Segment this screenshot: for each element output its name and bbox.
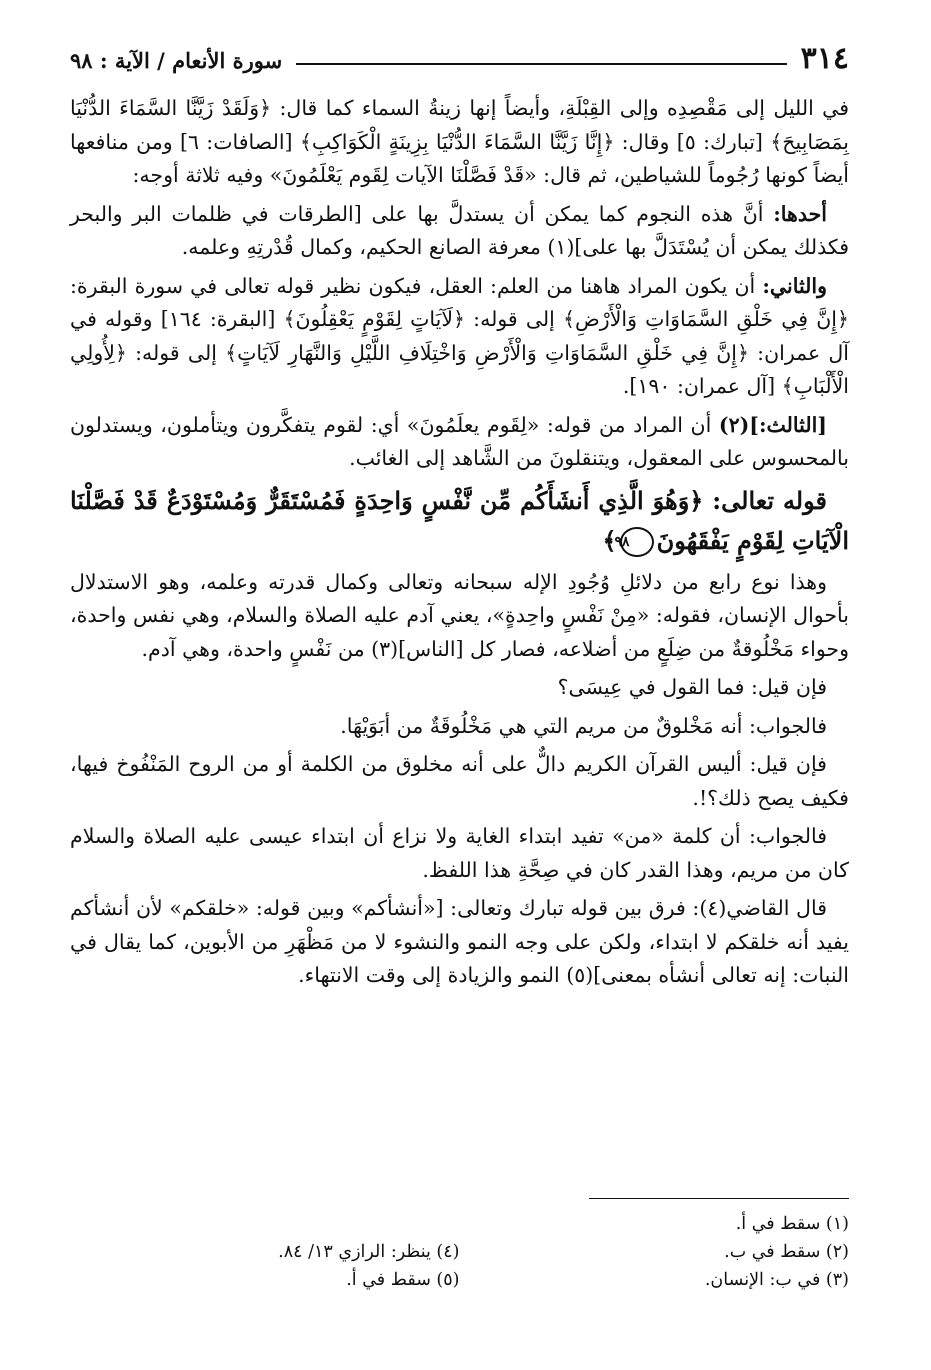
footnote: (٢) سقط في ب. [724,1242,849,1262]
verse-text: ﴿وَهُوَ الَّذِي أَنشَأَكُم مِّن نَّفْسٍ وَاحِدَةٍ فَمُسْتَقَرٌّ وَمُسْتَوْدَعٌ قَدْ فَصَّلْنَا الْآيَاتِ لِقَوْمٍ يَفْقَهُونَ [70,485,849,555]
page-header [70,34,849,74]
paragraph-text: أن المراد من قوله: «لِقَوم يعلَمُونَ» أي: لقوم يتفكَّرون ويتأملون، ويستدلون بالمحسوس على المعقول، ويتنقلونَ من الشَّاهد إلى الغائب. [70,412,849,470]
body-text [70,92,849,993]
header-rule [296,63,786,65]
footnote: (٥) سقط في أ. [346,1270,460,1290]
verse-close: ﴾ [602,525,617,555]
surah-label: سورة الأنعام / الآية : ٩٨ [70,48,283,73]
footnotes [70,1210,849,1294]
paragraph-label: أحدها: [773,201,827,226]
paragraph-text: أنَّ هذه النجوم كما يمكن أن يستدلَّ بها على [الطرقات في ظلمات البر والبحر فكذلك يمكن أن يُسْتَدَلَّ بها على](١) معرفة الصانع الحكيم، وكمال قُدْرتِهِ وعلمه. [70,201,849,259]
paragraph [70,409,849,476]
footnote-separator [589,1198,849,1199]
page-number: ٣١٤ [800,41,849,76]
paragraph: وهذا نوع رابع من دلائلِ وُجُودِ الإله سبحانه وتعالى وكمال قدرته وعلمه، وهو الاستدلال بأحوال الإنسان، فقوله: «مِنْ نَفْسٍ واحِدةٍ»، يعني آدم عليه الصلاة والسلام، وهي نفس واحدة، وحواء مَخْلُوقةٌ من ضِلَعٍ من أضلاعه، فصار كل [الناس](٣) من نَفْسٍ واحدة، وهي آدم. [70,569,849,661]
paragraph: في الليل إلى مَقْصِدِه وإلى القِبْلَةِ، وأيضاً إنها زينةُ السماء كما قال: ﴿وَلَقَدْ زَيَّنَّا السَّمَاءَ الدُّنْيَا بِمَصَابِيحَ﴾ [تبارك: ٥] وقال: ﴿إِنَّا زَيَّنَّا السَّمَاءَ الدُّنْيَا بِزِينَةٍ الْكَوَاكِبِ﴾ [الصافات: ٦] ومن منافعها أيضاً كونها رُجُوماً للشياطين، ثم قال: «قَدْ فَصَّلْنَا الآيات لِقَوم يَعْلَمُونَ» وفيه ثلاثة أوجه: [70,96,849,187]
paragraph-label: والثاني: [762,273,827,298]
paragraph: فالجواب: أن كلمة «من» تفيد ابتداء الغاية ولا نزاع أن ابتداء عيسى عليه الصلاة والسلام كان من مريم، وهذا القدر كان في صِحَّةِ هذا اللفظ. [70,824,849,882]
verse-intro: قوله تعالى: [703,485,827,515]
paragraph [70,198,849,265]
paragraph-label: [الثالث:](٢) [718,412,827,437]
footnote: (١) سقط في أ. [735,1214,849,1234]
footnote-column [70,1210,460,1294]
paragraph: فإن قيل: فما القول في عِيسَى؟ [557,675,827,699]
paragraph: فالجواب: أنه مَخْلوقٌ من مريم التي هي مَخْلُوقَةٌ من أبَوَيْهَا. [340,713,827,738]
paragraph: قال القاضي(٤): فرق بين قوله تبارك وتعالى: [«أنشأكم» وبين قوله: «خلقكم» لأن أنشأكم يفيد أنه خلقكم لا ابتداء، ولكن على وجه النمو والنشوء لا من مَظْهَرِ من الأبوين، كما يقال في النبات: إنه تعالى أنشأه بمعنى](٥) النمو والزيادة إلى وقت الانتهاء. [70,896,849,987]
paragraph: فإن قيل: أليس القرآن الكريم دالٌّ على أنه مخلوق من الكلمة أو من الروح المَنْفُوخ فيها، فكيف يصح ذلك؟!. [70,752,849,810]
verse-number-ornament: ٩٨ [620,527,654,557]
paragraph [70,270,849,404]
quran-verse [70,481,849,561]
paragraph-text: أن يكون المراد هاهنا من العلم: العقل، فيكون نظير قوله تعالى في سورة البقرة: ﴿إِنَّ فِي خَلْقِ السَّمَاوَاتِ وَالْأَرْضِ﴾ إلى قوله: ﴿لَآيَاتٍ لِقَوْمٍ يَعْقِلُونَ﴾ [البقرة: ١٦٤] وقوله في آل عمران: ﴿إِنَّ فِي خَلْقِ السَّمَاوَاتِ وَالْأَرْضِ وَاخْتِلَافِ اللَّيْلِ وَالنَّهَارِ لَآيَاتٍ﴾ إلى قوله: ﴿لِأُولِي الْأَلْبَابِ﴾ [آل عمران: ١٩٠]. [70,273,849,398]
footnote-column [460,1210,850,1294]
footnote: (٤) ينظر: الرازي ١٣/ ٨٤. [278,1242,460,1262]
footnote: (٣) في ب: الإنسان. [704,1270,849,1290]
